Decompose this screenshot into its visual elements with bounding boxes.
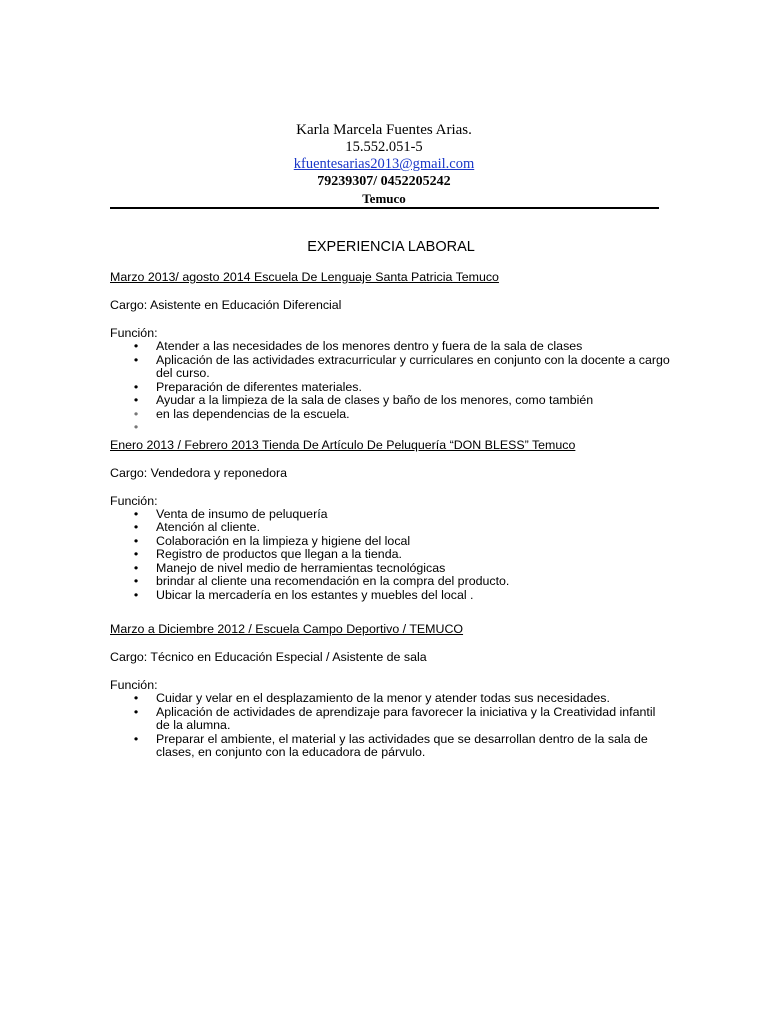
duty-text: Manejo de nivel medio de herramientas tecnológicas [156,560,446,575]
bullet-icon: • [133,420,139,434]
list-item [110,421,670,435]
list-item [110,508,670,522]
bullet-icon: • [133,587,139,602]
list-item [110,394,670,408]
bullet-icon: • [133,560,139,575]
duty-text: Ubicar la mercadería en los estantes y muebles del local . [156,587,474,602]
person-name: Karla Marcela Fuentes Arias. [296,122,472,138]
job-period: Marzo a Diciembre 2012 / Escuela Campo Deportivo / TEMUCO [110,622,464,636]
email-link[interactable]: kfuentesarias2013@gmail.com [293,156,475,172]
list-item [110,340,670,354]
duty-text: Registro de productos que llegan a la tienda. [156,547,402,561]
duty-text: Atender a las necesidades de los menores dentro y fuera de la sala de clases [156,339,583,353]
bullet-icon: • [133,379,139,394]
job-role: Cargo: Técnico en Educación Especial / Asistente de sala [110,650,427,664]
list-item [110,733,670,760]
bullet-icon: • [133,520,139,534]
list-item [110,692,670,706]
phone-numbers: 79239307/ 0452205242 [317,174,451,189]
job-entry [110,622,670,760]
duties-label: Función: [110,326,158,340]
bullet-icon: • [133,547,139,561]
job-period: Enero 2013 / Febrero 2013 Tienda De Artículo De Peluquería “DON BLESS” Temuco [110,437,576,452]
city: Temuco [362,191,406,206]
bullet-icon: • [133,574,139,588]
list-item [110,562,670,576]
bullet-icon: • [133,506,139,521]
duty-text: Aplicación de actividades de aprendizaje para favorecer la iniciativa y la Creatividad infantil de la alumna. [156,704,656,732]
bullet-icon: • [133,339,139,353]
bullet-icon: • [133,731,139,746]
list-item [110,521,670,535]
list-item [110,548,670,562]
duty-text: Preparación de diferentes materiales. [156,379,362,394]
job-entry [110,438,670,603]
duty-text: en las dependencias de la escuela. [156,406,350,421]
list-item [110,589,670,603]
list-item [110,575,670,589]
experience-section [110,238,670,760]
list-item [110,354,670,381]
contact-header [110,122,658,207]
duty-text: Atención al cliente. [156,520,261,534]
duty-text: Colaboración en la limpieza y higiene del local [156,533,411,548]
duties-label: Función: [110,678,158,692]
duty-text: Venta de insumo de peluquería [156,506,328,521]
bullet-icon: • [133,704,139,719]
header-divider [110,207,659,209]
duties-label: Función: [110,493,158,508]
duty-text: Ayudar a la limpieza de la sala de clases y baño de los menores, como también [156,393,594,407]
list-item [110,408,670,422]
duties-list [110,340,670,435]
bullet-icon: • [133,406,139,421]
job-entry [110,270,670,435]
duty-text: Aplicación de las actividades extracurricular y curriculares en conjunto con la docente a cargo del curso. [156,352,670,380]
list-item [110,535,670,549]
person-id-number: 15.552.051-5 [345,139,423,155]
duties-list [110,692,670,760]
bullet-icon: • [133,393,139,407]
bullet-icon: • [133,352,139,367]
duty-text: Cuidar y velar en el desplazamiento de la menor y atender todas sus necesidades. [156,691,610,705]
duty-text: brindar al cliente una recomendación en la compra del producto. [156,574,510,588]
list-item [110,381,670,395]
duty-text: Preparar el ambiente, el material y las actividades que se desarrollan dentro de la sala de clases, en conjunto con la educadora de párvulo. [156,731,648,759]
job-role: Cargo: Asistente en Educación Diferencial [110,298,342,312]
bullet-icon: • [133,691,139,705]
duties-list [110,508,670,603]
job-period: Marzo 2013/ agosto 2014 Escuela De Lenguaje Santa Patricia Temuco [110,270,499,284]
list-item [110,706,670,733]
bullet-icon: • [133,533,139,548]
job-role: Cargo: Vendedora y reponedora [110,465,288,480]
section-title: EXPERIENCIA LABORAL [307,239,475,255]
